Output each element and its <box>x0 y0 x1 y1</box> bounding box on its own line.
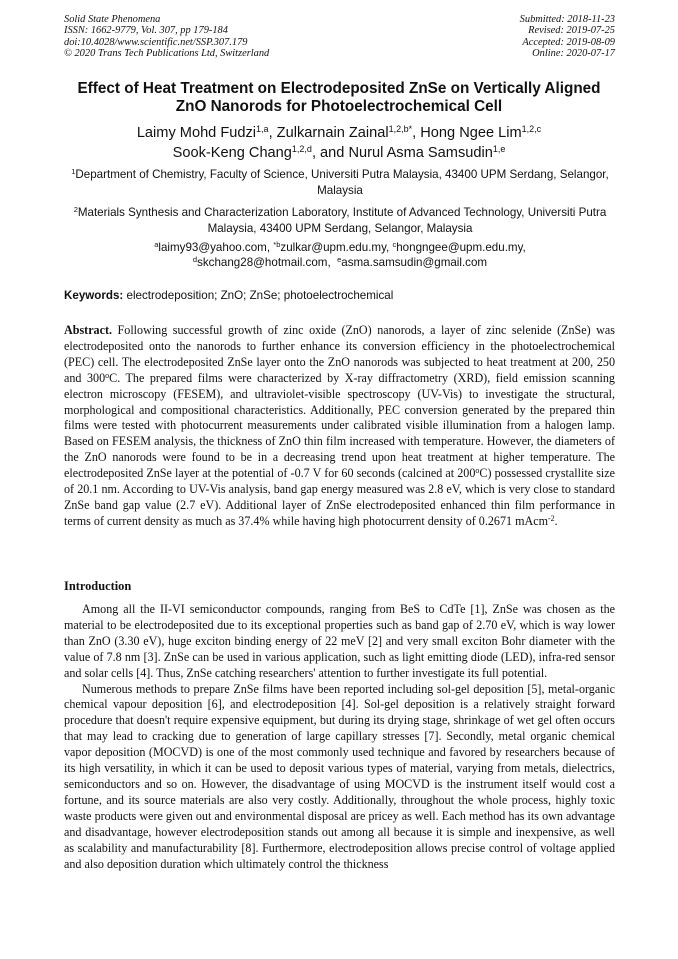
abstract-text: C) possessed crystallite size of 20.1 nm. According to UV-Vis analysis, band gap energy measured was 2.8 eV, which is very close to standard ZnSe band gap value (2.7 eV). Additional layer of ZnSe electrodeposited enhanced thin film performance in terms of current density as much as 37.4% while having high photocurrent density of 0.2671 mAcm <box>64 466 615 528</box>
author-affil-sup: 1,2,b* <box>388 124 413 134</box>
journal-header-right <box>520 14 615 60</box>
author-emails: $^a$laimy93@yahoo.com, $^{*b}$zulkar@upm.edu.my, $^c$hongngee@upm.edu.my, $^d$skchang28@hotmail.com, $^e$asma.samsudin@gmail.com <box>154 240 526 269</box>
email-sup: e <box>337 255 342 264</box>
author-name: Sook-Keng Chang <box>172 145 292 161</box>
introduction-paragraph: Among all the II-VI semiconductor compounds, ranging from BeS to CdTe [1], ZnSe was chosen as the material to be electrodeposited due to its exceptional properties such as band gap of 2.70 eV, which is way lower than ZnO (3.30 eV), huge exciton binding energy of 22 meV [2] and very small exciton Bohr diameter with the value of 7.8 nm [3]. ZnSe can be used in various application, such as light emitting diode (LED), infra-red sensor and solar cells [4]. Thus, ZnSe catching researchers' attention to further investigate its full potential. <box>64 602 615 680</box>
exponent-sup: -2 <box>548 513 555 523</box>
affiliation-sup: 2 <box>73 205 78 214</box>
paper-title <box>50 80 628 116</box>
abstract-text: C. The prepared films were characterized by X-ray diffractometry (XRD), field emission scanning electron microscopy (FESEM), and ultraviolet-visible spectroscopy (UV-Vis) to investigate the structural, morphological and compositional characteristics. Additionally, PEC conversion generated by the prepared thin films were tested with photocurrent measurements under calibrated visible illumination from a halogen lamp. Based on FESEM analysis, the thickness of ZnO thin film increased with temperature. However, the diameters of the ZnO nanorods were found to be in a decreasing trend upon heat treatment at higher temperature. The electrodeposited ZnSe layer at the potential of -0.7 V for 60 seconds (calcined at 200 <box>64 370 615 481</box>
keywords-text: electrodeposition; ZnO; ZnSe; photoelectrochemical <box>123 289 394 302</box>
abstract-label: Abstract. <box>64 323 113 337</box>
author-name: Hong Ngee Lim <box>420 125 522 141</box>
author-name: Nurul Asma Samsudin <box>348 145 493 161</box>
email-link[interactable]: hongngee@upm.edu.my <box>396 241 523 254</box>
email-sup: d <box>192 255 198 264</box>
email-link[interactable]: skchang28@hotmail.com <box>197 256 328 269</box>
author-affil-sup: 1,a <box>256 124 269 134</box>
author-name: Zulkarnain Zainal <box>276 125 389 141</box>
affiliation-1 <box>60 167 620 199</box>
author-affil-sup: 1,e <box>492 144 506 154</box>
affiliation-2 <box>60 205 620 237</box>
affiliation-text: Department of Chemistry, Faculty of Science, Universiti Putra Malaysia, 43400 UPM Serdang, Selangor, Malaysia <box>75 168 609 197</box>
abstract-text: . <box>554 513 558 528</box>
author-separator: , <box>268 125 277 141</box>
author-affil-sup: 1,2,c <box>521 124 542 134</box>
email-link[interactable]: zulkar@upm.edu.my <box>280 241 387 254</box>
title-line-2: ZnO Nanorods for Photoelectrochemical Cell <box>175 98 503 115</box>
date-submitted: Submitted: 2018-11-23 <box>519 14 615 25</box>
affiliation-text: Materials Synthesis and Characterization Laboratory, Institute of Advanced Technology, Universiti Putra Malaysia, 43400 UPM Serdang, Selangor, Malaysia <box>77 206 607 235</box>
email-link[interactable]: asma.samsudin@gmail.com <box>341 256 488 269</box>
email-sup: *b <box>273 240 281 249</box>
date-accepted: Accepted: 2019-08-09 <box>522 36 615 48</box>
keywords-line <box>64 288 616 304</box>
author-separator: , and <box>311 145 349 161</box>
journal-name: Solid State Phenomena <box>64 14 161 25</box>
email-sup: a <box>154 240 159 249</box>
degree-sup: o <box>475 466 480 476</box>
abstract-block <box>64 323 615 530</box>
email-link[interactable]: laimy93@yahoo.com <box>158 241 267 254</box>
title-line-1: Effect of Heat Treatment on Electrodeposited ZnSe on Vertically Aligned <box>77 80 601 97</box>
introduction-heading: Introduction <box>64 579 132 593</box>
author-list <box>40 123 638 163</box>
journal-header-left <box>64 14 269 60</box>
keywords-label: Keywords: <box>64 289 124 302</box>
abstract-text: Following successful growth of zinc oxide (ZnO) nanorods, a layer of zinc selenide (ZnSe) was electrodeposited onto the nanorods to further enhance its conversion efficiency in the photoelectrochemical (PEC) cell. The electrodeposited ZnSe layer onto the ZnO nanorods was subjected to heat treatment at 200, 250 and 300 <box>64 323 615 385</box>
author-affil-sup: 1,2,d <box>291 144 312 154</box>
author-separator: , <box>412 125 421 141</box>
affiliation-sup: 1 <box>71 167 76 176</box>
introduction-body <box>64 602 615 872</box>
date-online: Online: 2020-07-17 <box>532 48 615 60</box>
email-sup: c <box>392 240 397 249</box>
degree-sup: o <box>105 370 110 380</box>
journal-issn: ISSN: 1662-9779, Vol. 307, pp 179-184 <box>64 25 228 37</box>
author-name: Laimy Mohd Fudzi <box>136 125 257 141</box>
journal-doi[interactable]: doi:10.4028/www.scientific.net/SSP.307.179 <box>64 36 248 48</box>
date-revised: Revised: 2019-07-25 <box>528 25 615 37</box>
introduction-paragraph: Numerous methods to prepare ZnSe films have been reported including sol-gel deposition [5], metal-organic chemical vapour deposition [6], and electrodeposition [4]. Sol-gel deposition is a relatively straight forward procedure that doesn't require expensive equipment, but during its drying stage, shrinkage of wet gel often occurs that may lead to cracking due to generation of large capillary stresses [7]. Secondly, metal organic chemical vapor deposition (MOCVD) is one of the most commonly used technique and favored by researchers because of its high versatility, in which it can be used to deposit various types of material, varying from metals, dielectrics, semiconductors and so on. However, the disadvantage of using MOCVD is the instrument itself would cost a fortune, and its source materials are also very costly. Additionally, throughout the whole process, highly toxic waste products were given out and environmental disposal are pricey as well. Each method has its own advantage and disadvantage, however electrodeposition stands out among all because it is simple and inexpensive, as well as scalability and manufacturability [8]. Furthermore, electrodeposition allows precise control of voltage applied and also deposition duration which ultimately control the thickness <box>64 681 615 871</box>
journal-copyright: © 2020 Trans Tech Publications Ltd, Switzerland <box>64 48 270 60</box>
